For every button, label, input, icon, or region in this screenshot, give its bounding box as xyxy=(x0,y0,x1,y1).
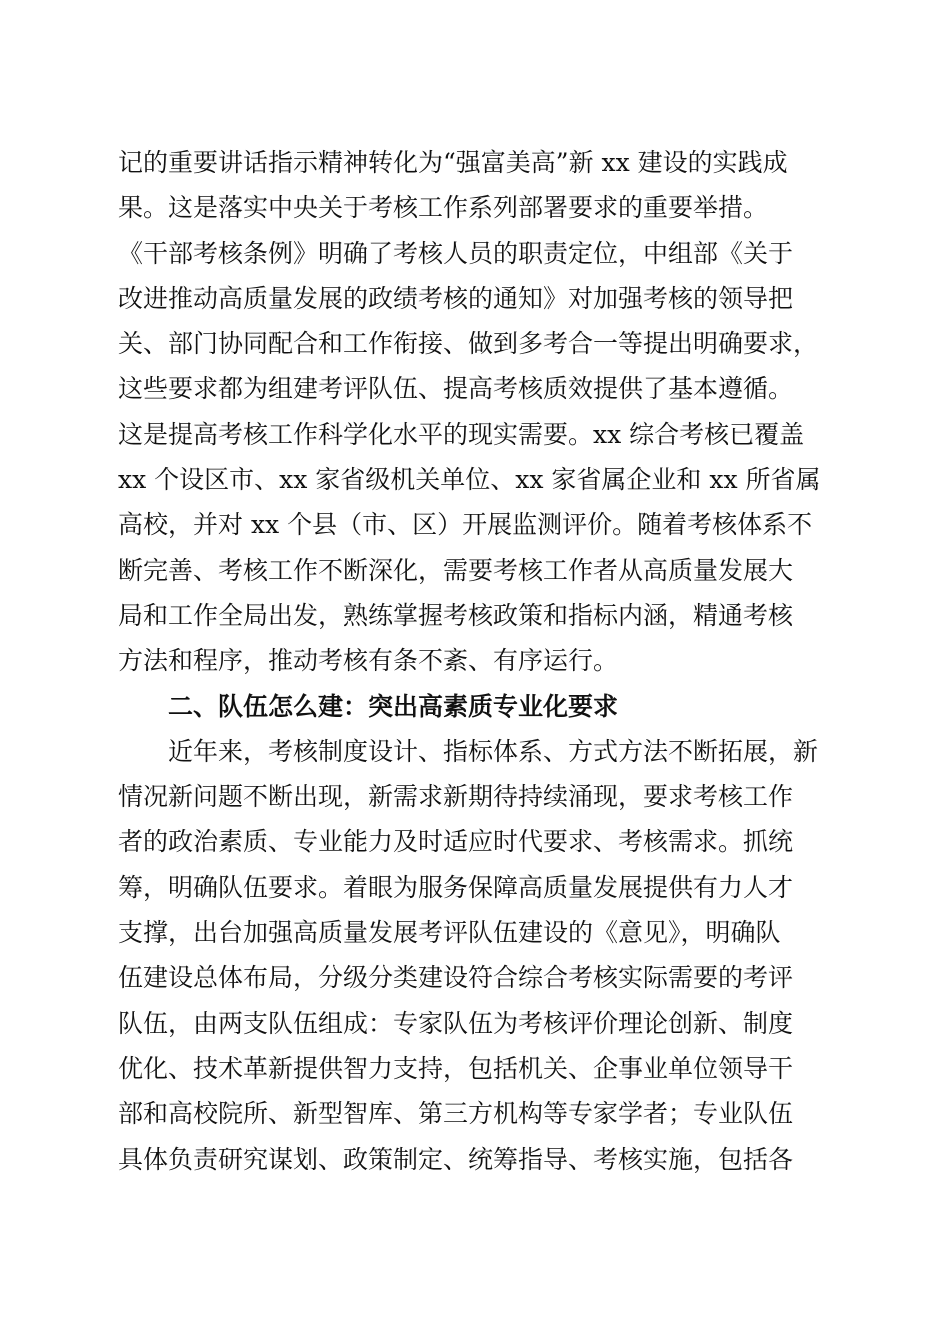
text-line: 筹，明确队伍要求。着眼为服务保障高质量发展提供有力人才 xyxy=(118,872,794,902)
text-line: 支撑，出台加强高质量发展考评队伍建设的《意见》，明确队 xyxy=(118,918,781,948)
text-line: 记的重要讲话指示精神转化为“强富美高”新 xx 建设的实践成 xyxy=(118,148,788,177)
text-line: 这些要求都为组建考评队伍、提高考核质效提供了基本遵循。 xyxy=(118,374,794,404)
text-line: 断完善、考核工作不断深化，需要考核工作者从高质量发展大 xyxy=(118,555,794,585)
text-line: 改进推动高质量发展的政绩考核的通知》对加强考核的领导把 xyxy=(118,283,794,313)
document-body xyxy=(118,140,833,1182)
text-line: 局和工作全局出发，熟练掌握考核政策和指标内涵，精通考核 xyxy=(118,600,794,630)
text-line: 优化、技术革新提供智力支持，包括机关、企事业单位领导干 xyxy=(118,1053,794,1083)
text-line: 方法和程序，推动考核有条不紊、有序运行。 xyxy=(118,646,619,676)
text-line: 队伍，由两支队伍组成：专家队伍为考核评价理论创新、制度 xyxy=(118,1008,794,1038)
text-line: 近年来，考核制度设计、指标体系、方式方法不断拓展，新 xyxy=(168,736,819,766)
text-line: 部和高校院所、新型智库、第三方机构等专家学者；专业队伍 xyxy=(118,1099,794,1129)
text-line: 关、部门协同配合和工作衔接、做到多考合一等提出明确要求， xyxy=(118,329,819,359)
text-line: 具体负责研究谋划、政策制定、统筹指导、考核实施，包括各 xyxy=(118,1144,794,1174)
text-line: 情况新问题不断出现，新需求新期待持续涌现，要求考核工作 xyxy=(118,782,794,812)
text-line: xx 个设区市、xx 家省级机关单位、xx 家省属企业和 xx 所省属 xyxy=(118,465,821,495)
text-line: 高校，并对 xx 个县（市、区）开展监测评价。随着考核体系不 xyxy=(118,510,813,540)
text-line: 果。这是落实中央关于考核工作系列部署要求的重要举措。 xyxy=(118,193,769,223)
text-line: 这是提高考核工作科学化水平的现实需要。xx 综合考核已覆盖 xyxy=(118,419,805,449)
section-heading: 二、队伍怎么建：突出高素质专业化要求 xyxy=(168,691,619,721)
text-line: 者的政治素质、专业能力及时适应时代要求、考核需求。抓统 xyxy=(118,827,794,857)
text-line: 《干部考核条例》明确了考核人员的职责定位，中组部《关于 xyxy=(118,238,794,268)
text-line: 伍建设总体布局，分级分类建设符合综合考核实际需要的考评 xyxy=(118,963,794,993)
